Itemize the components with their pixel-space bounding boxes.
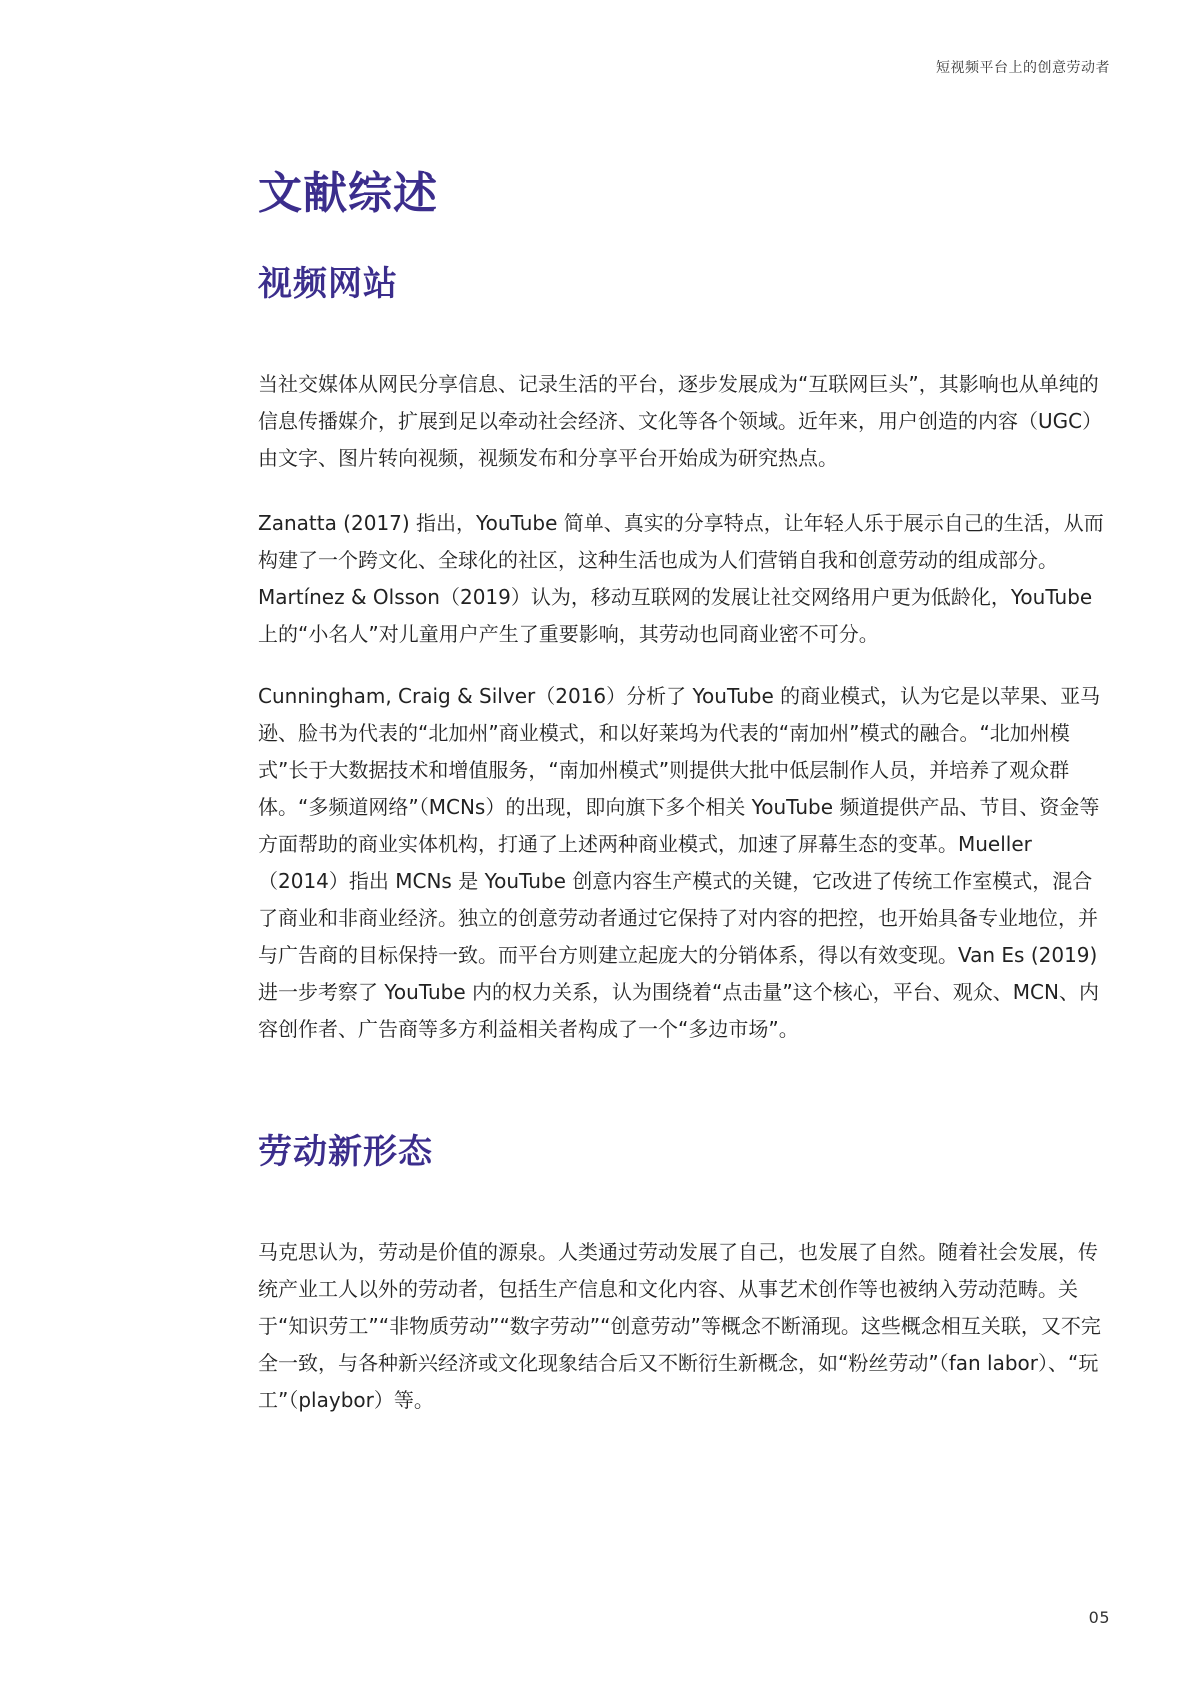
page-number: 05 (1088, 1608, 1110, 1627)
paragraph: Zanatta (2017) 指出，YouTube 简单、真实的分享特点，让年轻人乐于展示自己的生活，从而构建了一个跨文化、全球化的社区，这种生活也成为人们营销自我和创意劳动的组成部分。Martínez & Olsson（2019）认为，移动互联网的发展让社交网络用户更为低龄化，YouTube 上的“小名人”对儿童用户产生了重要影响，其劳动也同商业密不可分。 (258, 511, 1104, 646)
page-title: 文献综述 (258, 168, 438, 219)
section-heading-video-websites: 视频网站 (258, 264, 398, 304)
running-header: 短视频平台上的创意劳动者 (936, 60, 1110, 76)
section-heading-new-forms-of-labor: 劳动新形态 (258, 1132, 433, 1172)
paragraph: 当社交媒体从网民分享信息、记录生活的平台，逐步发展成为“互联网巨头”，其影响也从单纯的信息传播媒介，扩展到足以牵动社会经济、文化等各个领域。近年来，用户创造的内容（UGC）由文字、图片转向视频，视频发布和分享平台开始成为研究热点。 (258, 372, 1103, 470)
paragraph: Cunningham, Craig & Silver（2016）分析了 YouTube 的商业模式，认为它是以苹果、亚马逊、脸书为代表的“北加州”商业模式，和以好莱坞为代表的“南加州”模式的融合。“北加州模式”长于大数据技术和增值服务，“南加州模式”则提供大批中低层制作人员，并培养了观众群体。“多频道网络”（MCNs）的出现，即向旗下多个相关 YouTube 频道提供产品、节目、资金等方面帮助的商业实体机构，打通了上述两种商业模式，加速了屏幕生态的变革。Mueller（2014）指出 MCNs 是 YouTube 创意内容生产模式的关键，它改进了传统工作室模式，混合了商业和非商业经济。独立的创意劳动者通过它保持了对内容的把控，也开始具备专业地位，并与广告商的目标保持一致。而平台方则建立起庞大的分销体系，得以有效变现。Van Es (2019) 进一步考察了 YouTube 内的权力关系，认为围绕着“点击量”这个核心，平台、观众、MCN、内容创作者、广告商等多方利益相关者构成了一个“多边市场”。 (258, 684, 1101, 1041)
paragraph: 马克思认为，劳动是价值的源泉。人类通过劳动发展了自己，也发展了自然。随着社会发展，传统产业工人以外的劳动者，包括生产信息和文化内容、从事艺术创作等也被纳入劳动范畴。关于“知识劳工”“非物质劳动”“数字劳动”“创意劳动”等概念不断涌现。这些概念相互关联，又不完全一致，与各种新兴经济或文化现象结合后又不断衍生新概念，如“粉丝劳动”（fan labor）、“玩工”（playbor）等。 (258, 1240, 1101, 1412)
